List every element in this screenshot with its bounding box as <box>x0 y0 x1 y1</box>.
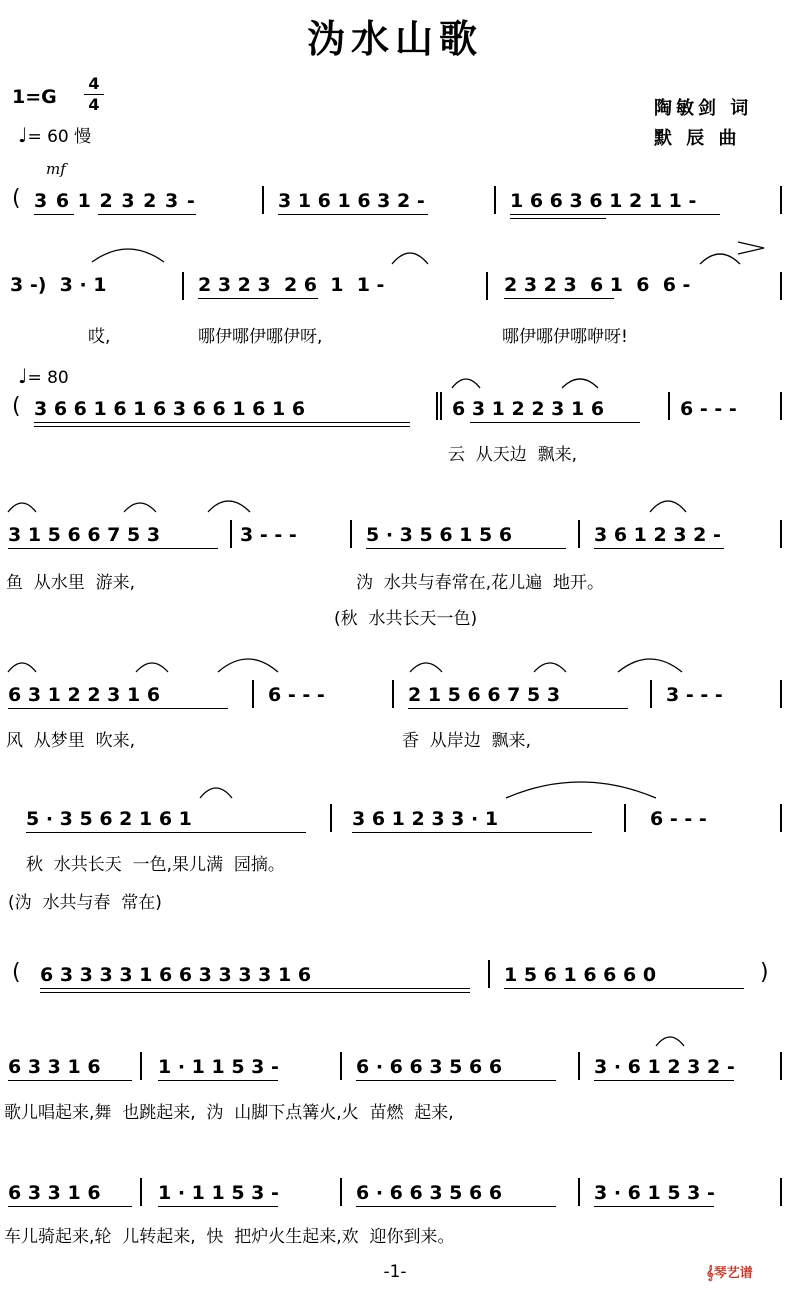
notes-line2-bar1: 3 -) 3 · 1 <box>10 274 107 296</box>
notes-line5-bar3: 2 1 5 6 6 7 5 3 <box>408 684 561 706</box>
lyric-line6-alt: (沩 水共与春 常在) <box>8 893 162 913</box>
slur <box>656 1037 684 1046</box>
notes-line3-bar3: 6 - - - <box>680 398 737 420</box>
notes-line7-bar2: 1 5 6 1 6 6 6 0 <box>504 964 657 986</box>
lyricist-credit: 陶敏剑 词 <box>654 98 753 119</box>
dynamic-mark: mf <box>46 160 66 178</box>
notes-line7-bar1: 6 3 3 3 3 1 6 6 3 3 3 3 1 6 <box>40 964 312 986</box>
key-label: 1=G <box>12 86 57 108</box>
notes-line4-bar2: 3 - - - <box>240 524 297 546</box>
notes-line5-bar4: 3 - - - <box>666 684 723 706</box>
notes-line2-bar3: 2 3 2 3 6 1 6 6 - <box>504 274 691 296</box>
notes-line5-bar1: 6 3 1 2 2 3 1 6 <box>8 684 161 706</box>
lyric-line6: 秋 水共长天 一色,果儿满 园摘。 <box>26 855 285 875</box>
notes-line8-bar1: 6 3 3 1 6 <box>8 1056 101 1078</box>
notes-line8-bar4: 3 · 6 1 2 3 2 - <box>594 1056 735 1078</box>
notes-line2-bar2: 2 3 2 3 2 6 1 1 - <box>198 274 385 296</box>
composer-credit: 默 辰 曲 <box>654 128 741 149</box>
logo-icon: 𝄞 <box>706 1266 714 1281</box>
slur <box>618 659 682 672</box>
notes-line1-bar3: 1 6 6 3 6 1 2 1 1 - <box>510 190 697 212</box>
slur <box>700 254 740 264</box>
slur <box>200 788 232 798</box>
notes-line8-bar3: 6 · 6 6 3 5 6 6 <box>356 1056 503 1078</box>
slur <box>218 659 278 672</box>
lyric-line9: 车儿骑起来,轮 儿转起来, 快 把炉火生起来,欢 迎你到来。 <box>4 1227 455 1247</box>
notes-line1-bar1: 3 6 1 2 3 2 3 - <box>34 190 195 212</box>
notes-line9-bar3: 6 · 6 6 3 5 6 6 <box>356 1182 503 1204</box>
quarter-note-icon: ♩ <box>18 123 28 147</box>
slur <box>392 253 428 264</box>
notes-line9-bar2: 1 · 1 1 5 3 - <box>158 1182 279 1204</box>
slur <box>562 379 598 388</box>
slur <box>8 503 36 512</box>
open-paren: ( <box>12 186 21 211</box>
notes-line4-bar1: 3 1 5 6 6 7 5 3 <box>8 524 161 546</box>
slur <box>452 379 480 388</box>
quarter-note-icon: ♩ <box>18 364 28 388</box>
notes-line3-bar2: 6 3 1 2 2 3 1 6 <box>452 398 605 420</box>
close-paren: ) <box>760 960 769 985</box>
accent-mark <box>738 242 764 254</box>
open-paren: ( <box>12 960 21 985</box>
notes-line6-bar2: 3 6 1 2 3 3 · 1 <box>352 808 499 830</box>
lyric-line2-c: 哪伊哪伊哪咿呀! <box>502 327 628 347</box>
watermark-text: 琴艺谱 <box>713 1266 753 1281</box>
notes-line9-bar1: 6 3 3 1 6 <box>8 1182 101 1204</box>
slur <box>534 663 566 672</box>
lyric-line4-alt: (秋 水共长天一色) <box>334 609 478 629</box>
page-title: 沩水山歌 <box>306 16 483 61</box>
lyric-line8: 歌儿唱起来,舞 也跳起来, 沩 山脚下点篝火,火 苗燃 起来, <box>4 1103 454 1123</box>
lyric-line3: 云 从天边 飘来, <box>448 445 578 465</box>
time-bottom: 4 <box>84 94 104 114</box>
lyric-line2-b: 哪伊哪伊哪伊呀, <box>198 327 323 347</box>
open-paren: ( <box>12 394 21 419</box>
lyric-line5-b: 香 从岸边 飘来, <box>402 731 532 751</box>
lyric-line4-b: 沩 水共与春常在,花儿遍 地开。 <box>356 573 605 593</box>
lyric-line4-a: 鱼 从水里 游来, <box>6 573 136 593</box>
time-top: 4 <box>88 74 100 93</box>
notes-line4-bar4: 3 6 1 2 3 2 - <box>594 524 721 546</box>
notes-line6-bar1: 5 · 3 5 6 2 1 6 1 <box>26 808 192 830</box>
slur <box>8 663 36 672</box>
slur <box>410 663 442 672</box>
notes-line5-bar2: 6 - - - <box>268 684 325 706</box>
notes-line6-bar3: 6 - - - <box>650 808 707 830</box>
slur <box>208 501 250 512</box>
notes-line1-bar2: 3 1 6 1 6 3 2 - <box>278 190 425 212</box>
slur <box>92 249 164 262</box>
notes-line8-bar2: 1 · 1 1 5 3 - <box>158 1056 279 1078</box>
notes-line4-bar3: 5 · 3 5 6 1 5 6 <box>366 524 513 546</box>
tempo-text: = 60 慢 <box>27 127 92 147</box>
notes-line3-bar1: 3 6 6 1 6 1 6 3 6 6 1 6 1 6 <box>34 398 306 420</box>
watermark-logo <box>706 1262 753 1281</box>
slur <box>136 663 168 672</box>
tempo-text-2: = 80 <box>27 368 69 388</box>
slur <box>506 782 656 798</box>
page-number: -1- <box>383 1262 407 1282</box>
lyric-line2-a: 哎, <box>88 327 111 347</box>
lyric-line5-a: 风 从梦里 吹来, <box>6 731 136 751</box>
notes-line9-bar4: 3 · 6 1 5 3 - <box>594 1182 715 1204</box>
slur <box>124 503 156 512</box>
slur <box>650 501 686 512</box>
